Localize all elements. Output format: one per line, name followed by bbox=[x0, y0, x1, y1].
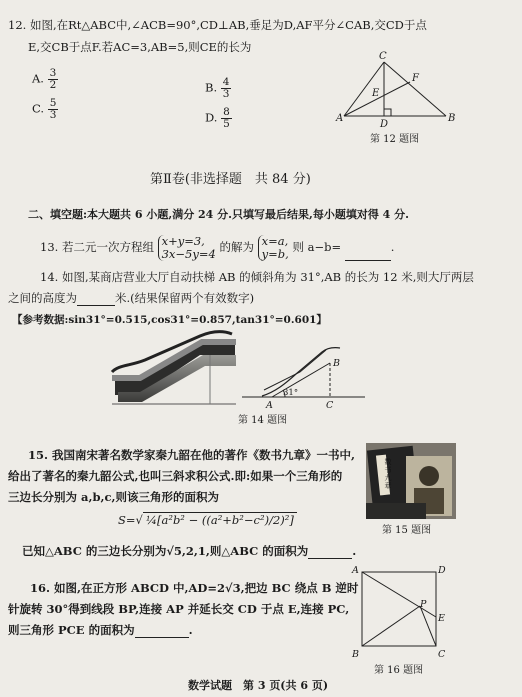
q14-angle-label: 31° bbox=[283, 388, 299, 398]
q12-option-b: B. $\frac{4}{3}$ bbox=[205, 76, 230, 100]
q15-line1: 15. 我国南宋著名数学家秦九韶在他的著作《数书九章》一书中, bbox=[28, 448, 356, 462]
q14-caption: 第 14 题图 bbox=[238, 415, 288, 426]
q14-label-a: A bbox=[266, 400, 273, 411]
q14-label-c: C bbox=[326, 400, 334, 411]
q12-option-a: A. $\frac{3}{2}$ bbox=[32, 67, 57, 91]
q12-label-c: C bbox=[379, 51, 387, 62]
q15-line4: 已知△ABC 的三边长分别为√5,2,1,则△ABC 的面积为 . bbox=[22, 544, 357, 558]
q14-reference-data: 【参考数据:sin31°=0.515,cos31°=0.857,tan31°=0.601】 bbox=[12, 314, 327, 326]
q12-label-f: F bbox=[412, 73, 419, 84]
q16-label-e: E bbox=[438, 613, 445, 624]
q13-solution-system: x=a, y=b, bbox=[258, 235, 289, 261]
q14-line2: 之间的高度为 米.(结果保留两个有效数字) bbox=[8, 291, 255, 305]
q12-label-e: E bbox=[372, 88, 380, 99]
q12-label-a: A bbox=[336, 113, 344, 124]
q13-line: 13. 若二元一次方程组 x+y=3, 3x−5y=4 的解为 x=a, y=b, 则 a−b= . bbox=[40, 234, 395, 261]
q12-line2: E,交CB于点F.若AC=3,AB=5,则CE的长为 bbox=[28, 40, 252, 54]
q15-formula: S=√ ¼[a²b² − ((a²+b²−c²)/2)²] bbox=[118, 512, 297, 528]
q12-line1: 12. 如图,在Rt△ABC中,∠ACB=90°,CD⊥AB,垂足为D,AF平分∠CAB,交CD于点 bbox=[8, 18, 427, 32]
q16-caption: 第 16 题图 bbox=[374, 665, 424, 676]
q16-segment-bp bbox=[362, 606, 420, 646]
q13-equation-system: x+y=3, 3x−5y=4 bbox=[158, 235, 216, 261]
page-footer: 数学试题 第 3 页(共 6 页) bbox=[188, 679, 329, 692]
q12-caption: 第 12 题图 bbox=[370, 134, 420, 145]
q12-label-b: B bbox=[448, 113, 456, 124]
q15-line3: 三边长分别为 a,b,c,则该三角形的面积为 bbox=[8, 490, 220, 504]
q15-book-title: 数书九章 bbox=[384, 458, 392, 490]
q12-option-c: C. $\frac{5}{3}$ bbox=[32, 97, 57, 121]
q14-line1: 14. 如图,某商店营业大厅自动扶梯 AB 的倾斜角为 31°,AB 的长为 12 米,则大厅两层 bbox=[40, 270, 474, 284]
q16-line3: 则三角形 PCE 的面积为 . bbox=[8, 623, 193, 637]
q14-label-b: B bbox=[333, 358, 340, 369]
fill-in-header: 二、填空题:本大题共 6 小题,满分 24 分.只填写最后结果,每小题填对得 4 分. bbox=[28, 208, 409, 221]
q16-label-a: A bbox=[352, 565, 359, 576]
q12-label-d: D bbox=[380, 119, 389, 130]
q12-option-d: D. $\frac{8}{5}$ bbox=[205, 106, 230, 130]
q16-label-c: C bbox=[438, 649, 446, 660]
q16-label-b: B bbox=[352, 649, 359, 660]
section2-title: 第Ⅱ卷(非选择题 共 84 分) bbox=[150, 172, 311, 187]
q16-label-d: D bbox=[438, 565, 446, 576]
q16-line1: 16. 如图,在正方形 ABCD 中,AD=2√3,把边 BC 绕点 B 逆时 bbox=[30, 581, 359, 595]
q15-caption: 第 15 题图 bbox=[382, 525, 432, 536]
q15-line2: 给出了著名的秦九韶公式,也叫三斜求积公式.即:如果一个三角形的 bbox=[8, 469, 343, 483]
q16-label-p: P bbox=[420, 599, 427, 610]
q16-line2: 针旋转 30°得到线段 BP,连接 AP 并延长交 CD 于点 E,连接 PC, bbox=[8, 602, 350, 616]
